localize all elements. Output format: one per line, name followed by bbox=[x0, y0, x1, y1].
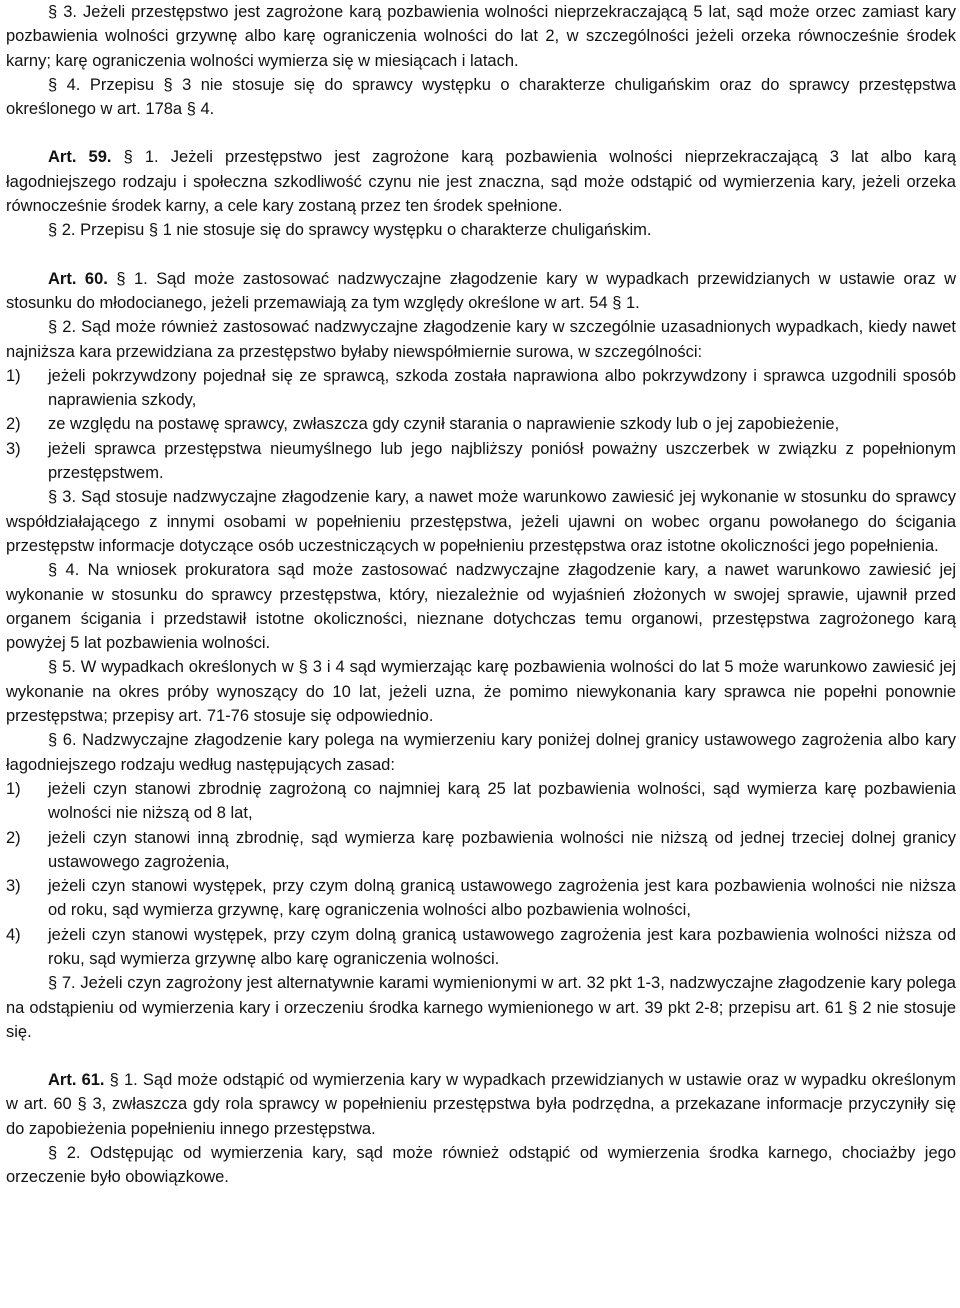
art59-par1 bbox=[6, 145, 956, 218]
art60-par5: § 5. W wypadkach określonych w § 3 i 4 sąd wymierzając karę pozbawienia wolności do lat 5 może warunkowo zawiesić jej wykonanie na okres próby wynoszący do 10 lat, jeżeli uzna, że pomimo niewykonania kary sprawca nie popełni ponownie przestępstwa; przepisy art. 71-76 stosuje się odpowiednio. bbox=[6, 658, 956, 726]
art60-par6: § 6. Nadzwyczajne złagodzenie kary polega na wymierzeniu kary poniżej dolnej granicy ustawowego zagrożenia albo kary łagodniejszego rodzaju według następujących zasad: bbox=[6, 731, 956, 774]
list-item-text: ze względu na postawę sprawcy, zwłaszcza gdy czynił starania o naprawienie szkody lub o jej zapobieżenie, bbox=[48, 415, 840, 434]
list-item-text: jeżeli pokrzywdzony pojednał się ze sprawcą, szkoda została naprawiona albo pokrzywdzony i sprawca uzgodnili sposób naprawienia szkody, bbox=[48, 366, 956, 410]
art61-par1-text: § 1. Sąd może odstąpić od wymierzenia kary w wypadkach przewidzianych w ustawie oraz w wypadku określonym w art. 60 § 3, zwłaszcza gdy rola sprawcy w popełnieniu przestępstwa była podrzędna, a przekazane informacje przyczyniły się do zapobieżenia popełnieniu innego przestępstwa. bbox=[6, 1071, 956, 1138]
list-item-text: jeżeli czyn stanowi występek, przy czym dolną granicą ustawowego zagrożenia jest kara pozbawienia wolności nie niższa od roku, sąd wymierza grzywnę, karę ograniczenia wolności albo pozbawienia wolności, bbox=[48, 877, 956, 920]
art60-par3: § 3. Sąd stosuje nadzwyczajne złagodzenie kary, a nawet może warunkowo zawiesić jej wykonanie w stosunku do sprawcy współdziałającego z innymi osobami w popełnieniu przestępstwa, jeżeli ujawni on wobec organu powołanego do ścigania przestępstw informacje dotyczące osób uczestniczących w popełnieniu przestępstwa oraz istotne okoliczności jego popełnienia. bbox=[6, 488, 956, 555]
art60-par1 bbox=[6, 267, 956, 316]
list-item bbox=[6, 364, 956, 413]
list-item bbox=[6, 437, 956, 486]
list-item-text: jeżeli czyn stanowi występek, przy czym dolną granicą ustawowego zagrożenia jest kara pozbawienia wolności niższa od roku, sąd wymierza grzywnę albo karę ograniczenia wolności. bbox=[48, 925, 956, 968]
list-item-number: 4) bbox=[6, 925, 21, 944]
art61-par1 bbox=[6, 1068, 956, 1141]
list-item-number: 1) bbox=[6, 366, 21, 385]
art59-label: Art. 59. bbox=[48, 148, 112, 167]
art60-par6-list bbox=[6, 777, 956, 971]
list-item-number: 3) bbox=[6, 877, 21, 896]
list-item-number: 1) bbox=[6, 779, 21, 798]
art58-par3: § 3. Jeżeli przestępstwo jest zagrożone karą pozbawienia wolności nieprzekraczającą 5 lat, sąd może orzec zamiast kary pozbawienia wolności grzywnę albo karę ograniczenia wolności do lat 2, w szczególności jeżeli orzeka równocześnie środek karny; karę ograniczenia wolności wymierza się w miesiącach i latach. bbox=[6, 3, 956, 70]
list-item bbox=[6, 777, 956, 826]
art60-par1-text: § 1. Sąd może zastosować nadzwyczajne złagodzenie kary w wypadkach przewidzianych w ustawie oraz w stosunku do młodocianego, jeżeli przemawiają za tym względy określone w art. 54 § 1. bbox=[6, 269, 956, 312]
list-item-number: 3) bbox=[6, 439, 21, 458]
list-item bbox=[6, 874, 956, 923]
art60-par7: § 7. Jeżeli czyn zagrożony jest alternatywnie karami wymienionymi w art. 32 pkt 1-3, nadzwyczajne złagodzenie kary polega na odstąpieniu od wymierzenia kary i orzeczeniu środka karnego wymienionego w art. 39 pkt 2-8; przepisu art. 61 § 2 nie stosuje się. bbox=[6, 974, 956, 1041]
art60-par2: § 2. Sąd może również zastosować nadzwyczajne złagodzenie kary w szczególnie uzasadnionych wypadkach, kiedy nawet najniższa kara przewidziana za przestępstwo byłaby niewspółmiernie surowa, w szczególności: bbox=[6, 318, 956, 361]
list-item-number: 2) bbox=[6, 415, 21, 434]
list-item bbox=[6, 412, 956, 436]
list-item-text: jeżeli sprawca przestępstwa nieumyślnego lub jego najbliższy poniósł poważny uszczerbek w związku z popełnionym przestępstwem. bbox=[48, 439, 956, 483]
art61-label: Art. 61. bbox=[48, 1071, 105, 1090]
art60-par4: § 4. Na wniosek prokuratora sąd może zastosować nadzwyczajne złagodzenie kary, a nawet warunkowo zawiesić jej wykonanie w stosunku do sprawcy przestępstwa, który, niezależnie od wyjaśnień złożonych w swojej sprawie, ujawnił przed organem ścigania i przedstawił istotne okoliczności, nieznane dotychczas temu organowi, przestępstwa zagrożonego karą powyżej 5 lat pozbawienia wolności. bbox=[6, 561, 956, 653]
list-item bbox=[6, 826, 956, 875]
art58-par4: § 4. Przepisu § 3 nie stosuje się do sprawcy występku o charakterze chuligańskim oraz do sprawcy przestępstwa określonego w art. 178a § 4. bbox=[6, 75, 956, 119]
art60-par2-list bbox=[6, 364, 956, 485]
list-item-text: jeżeli czyn stanowi inną zbrodnię, sąd wymierza karę pozbawienia wolności nie niższą od jednej trzeciej dolnej granicy ustawowego zagrożenia, bbox=[48, 828, 956, 871]
list-item-text: jeżeli czyn stanowi zbrodnię zagrożoną co najmniej karą 25 lat pozbawienia wolności, sąd wymierza karę pozbawienia wolności nie niższą od 8 lat, bbox=[48, 779, 956, 823]
art60-label: Art. 60. bbox=[48, 269, 108, 288]
art59-par1-text: § 1. Jeżeli przestępstwo jest zagrożone karą pozbawienia wolności nieprzekraczającą 3 lat albo karą łagodniejszego rodzaju i społeczna szkodliwość czynu nie jest znaczna, sąd może odstąpić od wymierzenia kary, jeżeli orzeka równocześnie środek karny, a cele kary zostaną przez ten środek spełnione. bbox=[6, 148, 956, 216]
list-item-number: 2) bbox=[6, 828, 21, 847]
art61-par2: § 2. Odstępując od wymierzenia kary, sąd może również odstąpić od wymierzenia środka karnego, chociażby jego orzeczenie było obowiązkowe. bbox=[6, 1144, 956, 1187]
list-item bbox=[6, 923, 956, 972]
art59-par2: § 2. Przepisu § 1 nie stosuje się do sprawcy występku o charakterze chuligańskim. bbox=[48, 221, 652, 240]
